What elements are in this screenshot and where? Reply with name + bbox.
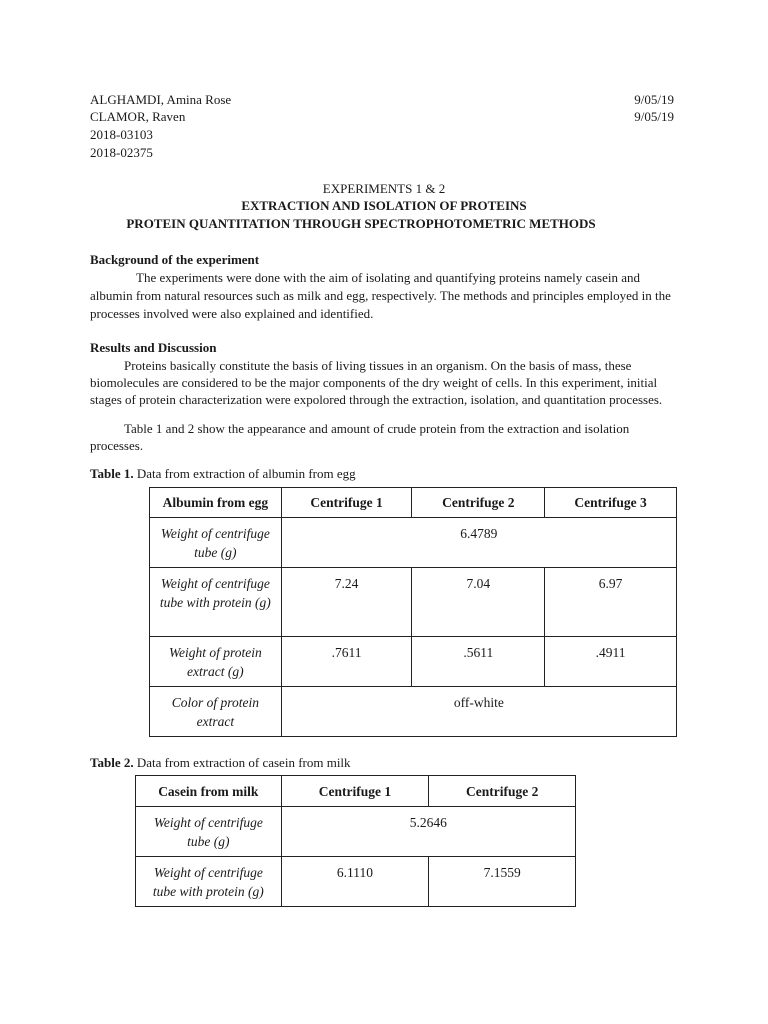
- experiment-subtitle: PROTEIN QUANTITATION THROUGH SPECTROPHOTOMETRIC METHODS: [126, 216, 596, 231]
- table-row: [150, 568, 677, 637]
- table-cell: 7.04: [412, 568, 545, 637]
- table-cell: 6.4789: [281, 518, 676, 568]
- results-paragraph-2: Table 1 and 2 show the appearance and amount of crude protein from the extraction and isolation processes.: [90, 421, 630, 453]
- table1-header-cell: Centrifuge 1: [281, 488, 412, 518]
- table1-header-row: [150, 488, 677, 518]
- student-name-2: CLAMOR, Raven: [90, 109, 186, 124]
- table-row: [150, 637, 677, 687]
- table2-header-cell: Casein from milk: [136, 776, 282, 807]
- table-cell: 7.1559: [429, 857, 576, 907]
- student-id-2: 2018-02375: [90, 145, 153, 160]
- table-row: [136, 857, 576, 907]
- student-name-1: ALGHAMDI, Amina Rose: [90, 92, 232, 107]
- table1-caption-text: Data from extraction of albumin from egg: [136, 466, 356, 481]
- results-heading: Results and Discussion: [90, 340, 217, 355]
- table1-header-cell: Albumin from egg: [150, 488, 282, 518]
- table-cell: 6.1110: [281, 857, 429, 907]
- row-label: Weight of protein extract (g): [150, 637, 282, 687]
- experiment-number: EXPERIMENTS 1 & 2: [322, 181, 446, 196]
- table-cell: .4911: [545, 637, 677, 687]
- table2-caption: [90, 754, 351, 772]
- table-row: [150, 687, 677, 737]
- results-paragraph-1: Proteins basically constitute the basis of living tissues in an organism. On the basis of mass, these biomolecules are considered to be the major components of the dry weight of cells. In this experiment, initial stages of protein characterization were expolored through the extraction, isolation, and quantitation processes.: [90, 358, 663, 407]
- table1-caption: [90, 465, 356, 483]
- experiment-title: EXTRACTION AND ISOLATION OF PROTEINS: [241, 198, 527, 213]
- table2-caption-text: Data from extraction of casein from milk: [136, 755, 351, 770]
- table-cell: .7611: [281, 637, 412, 687]
- table1-header-cell: Centrifuge 2: [412, 488, 545, 518]
- table-cell: off-white: [281, 687, 676, 737]
- table-casein: [135, 775, 576, 907]
- table2-header-cell: Centrifuge 2: [429, 776, 576, 807]
- table1-caption-label: Table 1.: [90, 466, 134, 481]
- table2-header-cell: Centrifuge 1: [281, 776, 429, 807]
- date-2: 9/05/19: [634, 109, 674, 124]
- student-id-1: 2018-03103: [90, 127, 153, 142]
- row-label: Weight of centrifuge tube with protein (g): [150, 568, 282, 637]
- table-cell: 7.24: [281, 568, 412, 637]
- row-label: Weight of centrifuge tube with protein (g): [136, 857, 282, 907]
- table-row: [136, 807, 576, 857]
- table-cell: 6.97: [545, 568, 677, 637]
- table2-header-row: [136, 776, 576, 807]
- row-label: Weight of centrifuge tube (g): [136, 807, 282, 857]
- table-row: [150, 518, 677, 568]
- table2-caption-label: Table 2.: [90, 755, 134, 770]
- table1-header-cell: Centrifuge 3: [545, 488, 677, 518]
- row-label: Weight of centrifuge tube (g): [150, 518, 282, 568]
- background-heading: Background of the experiment: [90, 252, 260, 267]
- date-1: 9/05/19: [634, 92, 674, 107]
- row-label: Color of protein extract: [150, 687, 282, 737]
- table-cell: 5.2646: [281, 807, 575, 857]
- background-paragraph: The experiments were done with the aim of isolating and quantifying proteins namely casein and albumin from natural resources such as milk and egg, respectively. The methods and principles employed in the processes involved were also explained and identified.: [90, 270, 671, 321]
- table-cell: .5611: [412, 637, 545, 687]
- table-albumin: [149, 487, 677, 737]
